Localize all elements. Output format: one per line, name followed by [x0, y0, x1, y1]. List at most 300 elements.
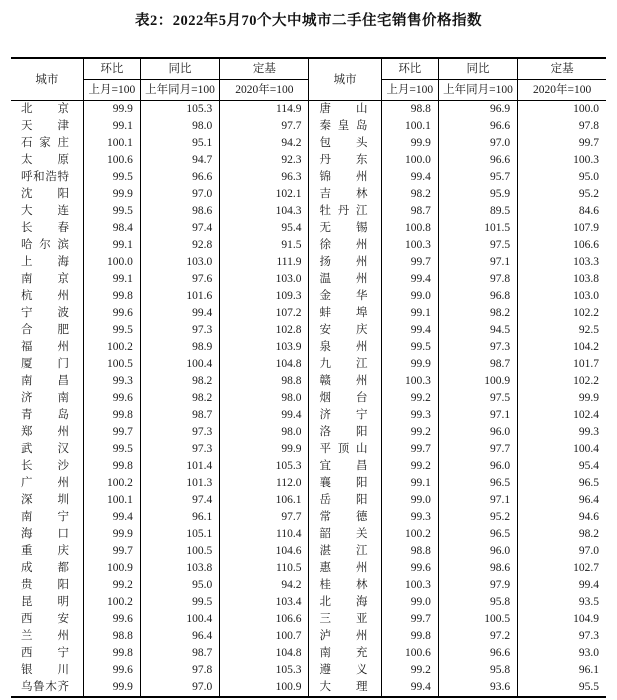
table-row [11, 339, 606, 356]
index-value-cell: 94.2 [220, 577, 309, 594]
city-name-cell [11, 645, 83, 662]
index-value-cell: 99.3 [83, 373, 140, 390]
city-name-cell [309, 305, 381, 322]
city-name-cell [11, 356, 83, 373]
index-value-cell: 98.8 [220, 373, 309, 390]
city-name-cell [11, 254, 83, 271]
index-value-cell: 104.8 [220, 645, 309, 662]
index-value-cell: 99.7 [381, 611, 438, 628]
index-value-cell: 99.1 [381, 305, 438, 322]
city-name-cell [11, 594, 83, 611]
column-header-yoy-right: 同比 [438, 58, 517, 80]
index-value-cell: 102.2 [518, 373, 606, 390]
column-header-yoy-left: 同比 [140, 58, 219, 80]
index-value-cell: 99.9 [381, 356, 438, 373]
index-value-cell: 99.4 [381, 169, 438, 186]
index-value-cell: 95.4 [518, 458, 606, 475]
index-value-cell: 96.6 [140, 169, 219, 186]
city-name-cell [309, 203, 381, 220]
city-name: 秦皇岛 [319, 120, 368, 132]
index-value-cell: 105.3 [220, 662, 309, 679]
city-name: 济南 [21, 392, 69, 404]
price-index-table [11, 57, 606, 698]
index-value-cell: 97.0 [140, 186, 219, 203]
index-value-cell: 99.2 [381, 458, 438, 475]
city-name: 海口 [21, 528, 69, 540]
index-value-cell: 95.8 [438, 662, 517, 679]
table-row [11, 424, 606, 441]
index-value-cell: 103.9 [220, 339, 309, 356]
index-value-cell: 97.0 [140, 679, 219, 697]
index-value-cell: 99.7 [381, 254, 438, 271]
index-value-cell: 102.4 [518, 407, 606, 424]
index-value-cell: 104.9 [518, 611, 606, 628]
index-value-cell: 99.9 [83, 526, 140, 543]
table-row [11, 407, 606, 424]
index-value-cell: 96.5 [438, 526, 517, 543]
table-header [11, 58, 606, 101]
city-name: 宜昌 [319, 460, 368, 472]
index-value-cell: 98.6 [140, 203, 219, 220]
city-name: 广州 [21, 477, 69, 489]
index-value-cell: 96.6 [438, 118, 517, 135]
city-name-cell [309, 458, 381, 475]
column-header-fixedbase-right: 定基 [518, 58, 606, 80]
index-value-cell: 100.3 [381, 577, 438, 594]
index-value-cell: 95.4 [220, 220, 309, 237]
city-name: 沈阳 [21, 188, 69, 200]
city-name: 上海 [21, 256, 69, 268]
index-value-cell: 89.5 [438, 203, 517, 220]
index-value-cell: 94.5 [438, 322, 517, 339]
city-name: 扬州 [319, 256, 368, 268]
index-value-cell: 97.1 [438, 254, 517, 271]
index-value-cell: 92.8 [140, 237, 219, 254]
index-value-cell: 100.2 [83, 594, 140, 611]
city-name: 北海 [319, 596, 368, 608]
city-name: 三亚 [319, 613, 368, 625]
index-value-cell: 98.2 [140, 373, 219, 390]
city-name-cell [11, 526, 83, 543]
city-name: 武汉 [21, 443, 69, 455]
city-name-cell [309, 390, 381, 407]
city-name: 赣州 [319, 375, 368, 387]
index-value-cell: 102.8 [220, 322, 309, 339]
city-name: 安庆 [319, 324, 368, 336]
city-name: 合肥 [21, 324, 69, 336]
index-value-cell: 99.8 [83, 645, 140, 662]
city-name-cell [309, 492, 381, 509]
index-value-cell: 99.1 [83, 271, 140, 288]
city-name: 郑州 [21, 426, 69, 438]
index-value-cell: 97.3 [438, 339, 517, 356]
table-row [11, 322, 606, 339]
city-name-cell [11, 305, 83, 322]
table-row [11, 237, 606, 254]
city-name: 石家庄 [21, 137, 69, 149]
index-value-cell: 97.3 [140, 441, 219, 458]
index-value-cell: 98.7 [140, 407, 219, 424]
index-value-cell: 106.1 [220, 492, 309, 509]
city-name-cell [11, 203, 83, 220]
city-name-cell [309, 135, 381, 152]
index-value-cell: 94.6 [518, 509, 606, 526]
index-value-cell: 99.5 [83, 203, 140, 220]
index-value-cell: 97.7 [220, 509, 309, 526]
city-name-cell [309, 628, 381, 645]
index-value-cell: 99.2 [83, 577, 140, 594]
table-body [11, 101, 606, 698]
index-value-cell: 95.1 [140, 135, 219, 152]
column-subheader-mom-base-left: 上月=100 [83, 80, 140, 101]
index-value-cell: 95.9 [438, 186, 517, 203]
city-name: 蚌埠 [319, 307, 368, 319]
index-value-cell: 97.0 [518, 543, 606, 560]
index-value-cell: 105.3 [140, 101, 219, 119]
city-name-cell [309, 271, 381, 288]
index-value-cell: 100.2 [83, 475, 140, 492]
table-row [11, 645, 606, 662]
index-value-cell: 96.4 [140, 628, 219, 645]
column-subheader-mom-base-right: 上月=100 [381, 80, 438, 101]
city-name: 常德 [319, 511, 368, 523]
city-name: 遵义 [319, 664, 368, 676]
city-name: 徐州 [319, 239, 368, 251]
index-value-cell: 100.6 [381, 645, 438, 662]
index-value-cell: 99.8 [83, 407, 140, 424]
table-row [11, 560, 606, 577]
index-value-cell: 92.3 [220, 152, 309, 169]
index-value-cell: 100.0 [381, 152, 438, 169]
city-name-cell [11, 543, 83, 560]
index-value-cell: 99.5 [83, 169, 140, 186]
index-value-cell: 99.9 [381, 135, 438, 152]
index-value-cell: 98.8 [381, 543, 438, 560]
index-value-cell: 95.0 [140, 577, 219, 594]
city-name-cell [309, 254, 381, 271]
column-subheader-yoy-base-left: 上年同月=100 [140, 80, 219, 101]
column-header-city-right: 城市 [309, 58, 381, 101]
city-name-cell [11, 152, 83, 169]
city-name: 重庆 [21, 545, 69, 557]
table-row [11, 101, 606, 119]
index-value-cell: 84.6 [518, 203, 606, 220]
index-value-cell: 99.7 [83, 424, 140, 441]
city-name-cell [309, 475, 381, 492]
city-name-cell [309, 288, 381, 305]
table-row [11, 594, 606, 611]
city-name: 深圳 [21, 494, 69, 506]
index-value-cell: 99.0 [381, 594, 438, 611]
index-value-cell: 100.3 [518, 152, 606, 169]
table-row [11, 492, 606, 509]
index-value-cell: 100.5 [438, 611, 517, 628]
index-value-cell: 100.1 [381, 118, 438, 135]
city-name: 襄阳 [319, 477, 368, 489]
index-value-cell: 97.1 [438, 407, 517, 424]
index-value-cell: 95.5 [518, 679, 606, 697]
city-name-cell [309, 237, 381, 254]
city-name: 温州 [319, 273, 368, 285]
city-name-cell [309, 509, 381, 526]
city-name: 济宁 [319, 409, 368, 421]
city-name-cell [309, 424, 381, 441]
index-value-cell: 99.6 [83, 662, 140, 679]
index-value-cell: 114.9 [220, 101, 309, 119]
table-row [11, 135, 606, 152]
city-name: 大理 [319, 681, 368, 693]
index-value-cell: 97.7 [220, 118, 309, 135]
index-value-cell: 99.1 [83, 118, 140, 135]
city-name: 成都 [21, 562, 69, 574]
index-value-cell: 103.4 [220, 594, 309, 611]
index-value-cell: 106.6 [518, 237, 606, 254]
index-value-cell: 110.5 [220, 560, 309, 577]
city-name: 宁波 [21, 307, 69, 319]
city-name-cell [309, 373, 381, 390]
index-value-cell: 97.7 [438, 441, 517, 458]
index-value-cell: 99.6 [83, 611, 140, 628]
table-row [11, 169, 606, 186]
city-name-cell [309, 526, 381, 543]
index-value-cell: 100.1 [83, 492, 140, 509]
index-value-cell: 101.4 [140, 458, 219, 475]
index-value-cell: 98.7 [438, 356, 517, 373]
table-row [11, 458, 606, 475]
city-name: 平顶山 [319, 443, 368, 455]
index-value-cell: 96.1 [518, 662, 606, 679]
index-value-cell: 99.5 [83, 441, 140, 458]
index-value-cell: 104.2 [518, 339, 606, 356]
city-name-cell [11, 611, 83, 628]
city-name: 厦门 [21, 358, 69, 370]
index-value-cell: 98.0 [220, 390, 309, 407]
city-name: 北京 [21, 103, 69, 115]
column-header-city-left: 城市 [11, 58, 83, 101]
city-name: 西宁 [21, 647, 69, 659]
city-name: 泸州 [319, 630, 368, 642]
index-value-cell: 105.1 [140, 526, 219, 543]
city-name: 南京 [21, 273, 69, 285]
index-value-cell: 98.0 [140, 118, 219, 135]
city-name: 烟台 [319, 392, 368, 404]
index-value-cell: 96.6 [438, 645, 517, 662]
city-name-cell [11, 237, 83, 254]
city-name: 天津 [21, 120, 69, 132]
index-value-cell: 97.8 [140, 662, 219, 679]
index-value-cell: 99.4 [381, 679, 438, 697]
city-name: 锦州 [319, 171, 368, 183]
index-value-cell: 97.3 [140, 424, 219, 441]
index-value-cell: 97.5 [438, 390, 517, 407]
index-value-cell: 96.5 [518, 475, 606, 492]
index-value-cell: 99.5 [140, 594, 219, 611]
index-value-cell: 97.8 [518, 118, 606, 135]
index-value-cell: 99.7 [518, 135, 606, 152]
index-value-cell: 99.6 [381, 560, 438, 577]
index-value-cell: 99.2 [381, 662, 438, 679]
index-value-cell: 97.0 [438, 135, 517, 152]
column-subheader-fixed-base-left: 2020年=100 [220, 80, 309, 101]
index-value-cell: 92.5 [518, 322, 606, 339]
index-value-cell: 100.4 [518, 441, 606, 458]
city-name-cell [11, 577, 83, 594]
city-name-cell [11, 424, 83, 441]
index-value-cell: 98.2 [518, 526, 606, 543]
city-name: 湛江 [319, 545, 368, 557]
city-name: 包头 [319, 137, 368, 149]
index-value-cell: 99.1 [83, 237, 140, 254]
index-value-cell: 103.0 [220, 271, 309, 288]
index-value-cell: 98.8 [83, 628, 140, 645]
city-name: 桂林 [319, 579, 368, 591]
index-value-cell: 91.5 [220, 237, 309, 254]
city-name: 青岛 [21, 409, 69, 421]
index-value-cell: 96.4 [518, 492, 606, 509]
index-value-cell: 103.0 [518, 288, 606, 305]
city-name: 哈尔滨 [21, 239, 69, 251]
index-value-cell: 99.9 [518, 390, 606, 407]
city-name-cell [11, 458, 83, 475]
index-value-cell: 100.5 [83, 356, 140, 373]
index-value-cell: 100.8 [381, 220, 438, 237]
city-name-cell [11, 288, 83, 305]
index-value-cell: 101.7 [518, 356, 606, 373]
index-value-cell: 97.9 [438, 577, 517, 594]
index-value-cell: 100.7 [220, 628, 309, 645]
city-name-cell [309, 662, 381, 679]
index-value-cell: 99.9 [83, 101, 140, 119]
city-name: 牡丹江 [319, 205, 368, 217]
city-name-cell [11, 662, 83, 679]
index-value-cell: 99.7 [381, 441, 438, 458]
city-name-cell [11, 373, 83, 390]
city-name-cell [309, 594, 381, 611]
city-name: 唐山 [319, 103, 368, 115]
city-name-cell [11, 390, 83, 407]
index-value-cell: 100.4 [140, 356, 219, 373]
city-name-cell [309, 560, 381, 577]
table-row [11, 186, 606, 203]
index-value-cell: 104.3 [220, 203, 309, 220]
index-value-cell: 97.4 [140, 220, 219, 237]
city-name: 长沙 [21, 460, 69, 472]
city-name-cell [11, 679, 83, 697]
city-name: 九江 [319, 358, 368, 370]
index-value-cell: 98.7 [381, 203, 438, 220]
table-row [11, 356, 606, 373]
page-title: 表2：2022年5月70个大中城市二手住宅销售价格指数 [135, 13, 482, 29]
index-value-cell: 98.8 [381, 101, 438, 119]
city-name: 太原 [21, 154, 69, 166]
index-value-cell: 99.3 [381, 407, 438, 424]
index-value-cell: 96.1 [140, 509, 219, 526]
index-value-cell: 100.3 [381, 373, 438, 390]
city-name: 洛阳 [319, 426, 368, 438]
index-value-cell: 103.8 [518, 271, 606, 288]
city-name-cell [309, 220, 381, 237]
index-value-cell: 98.6 [438, 560, 517, 577]
index-value-cell: 95.2 [518, 186, 606, 203]
index-value-cell: 96.5 [438, 475, 517, 492]
index-value-cell: 100.9 [220, 679, 309, 697]
index-value-cell: 101.3 [140, 475, 219, 492]
city-name-cell [309, 339, 381, 356]
index-value-cell: 93.5 [518, 594, 606, 611]
index-value-cell: 98.4 [83, 220, 140, 237]
city-name-cell [309, 577, 381, 594]
city-name-cell [309, 101, 381, 119]
index-value-cell: 106.6 [220, 611, 309, 628]
index-value-cell: 99.3 [381, 509, 438, 526]
index-value-cell: 96.3 [220, 169, 309, 186]
index-value-cell: 100.5 [140, 543, 219, 560]
table-row [11, 611, 606, 628]
index-value-cell: 99.2 [381, 390, 438, 407]
index-value-cell: 99.8 [381, 628, 438, 645]
index-value-cell: 99.6 [83, 390, 140, 407]
table-row [11, 203, 606, 220]
table-row [11, 118, 606, 135]
index-value-cell: 99.9 [83, 186, 140, 203]
index-value-cell: 98.2 [438, 305, 517, 322]
city-name-cell [309, 356, 381, 373]
city-name-cell [309, 645, 381, 662]
city-name: 南昌 [21, 375, 69, 387]
table-row [11, 475, 606, 492]
city-name: 丹东 [319, 154, 368, 166]
index-value-cell: 99.9 [83, 679, 140, 697]
index-value-cell: 100.2 [83, 339, 140, 356]
table-row [11, 254, 606, 271]
city-name-cell [309, 407, 381, 424]
table-row [11, 679, 606, 697]
index-value-cell: 103.3 [518, 254, 606, 271]
index-value-cell: 112.0 [220, 475, 309, 492]
city-name-cell [11, 407, 83, 424]
index-value-cell: 104.6 [220, 543, 309, 560]
index-value-cell: 103.0 [140, 254, 219, 271]
city-name: 福州 [21, 341, 69, 353]
index-value-cell: 99.4 [381, 271, 438, 288]
index-value-cell: 96.0 [438, 543, 517, 560]
city-name-cell [11, 322, 83, 339]
index-value-cell: 97.5 [438, 237, 517, 254]
index-value-cell: 93.6 [438, 679, 517, 697]
index-value-cell: 100.9 [438, 373, 517, 390]
index-value-cell: 109.3 [220, 288, 309, 305]
index-value-cell: 96.0 [438, 424, 517, 441]
index-value-cell: 95.8 [438, 594, 517, 611]
index-value-cell: 96.8 [438, 288, 517, 305]
index-value-cell: 100.3 [381, 237, 438, 254]
city-name-cell [309, 679, 381, 697]
city-name-cell [11, 220, 83, 237]
city-name: 银川 [21, 664, 69, 676]
index-value-cell: 102.2 [518, 305, 606, 322]
index-value-cell: 107.9 [518, 220, 606, 237]
city-name-cell [11, 628, 83, 645]
index-value-cell: 99.8 [83, 288, 140, 305]
index-value-cell: 103.8 [140, 560, 219, 577]
city-name-cell [11, 560, 83, 577]
city-name-cell [309, 118, 381, 135]
city-name-cell [11, 475, 83, 492]
table-row [11, 543, 606, 560]
city-name-cell [309, 441, 381, 458]
index-value-cell: 100.2 [381, 526, 438, 543]
index-value-cell: 110.4 [220, 526, 309, 543]
